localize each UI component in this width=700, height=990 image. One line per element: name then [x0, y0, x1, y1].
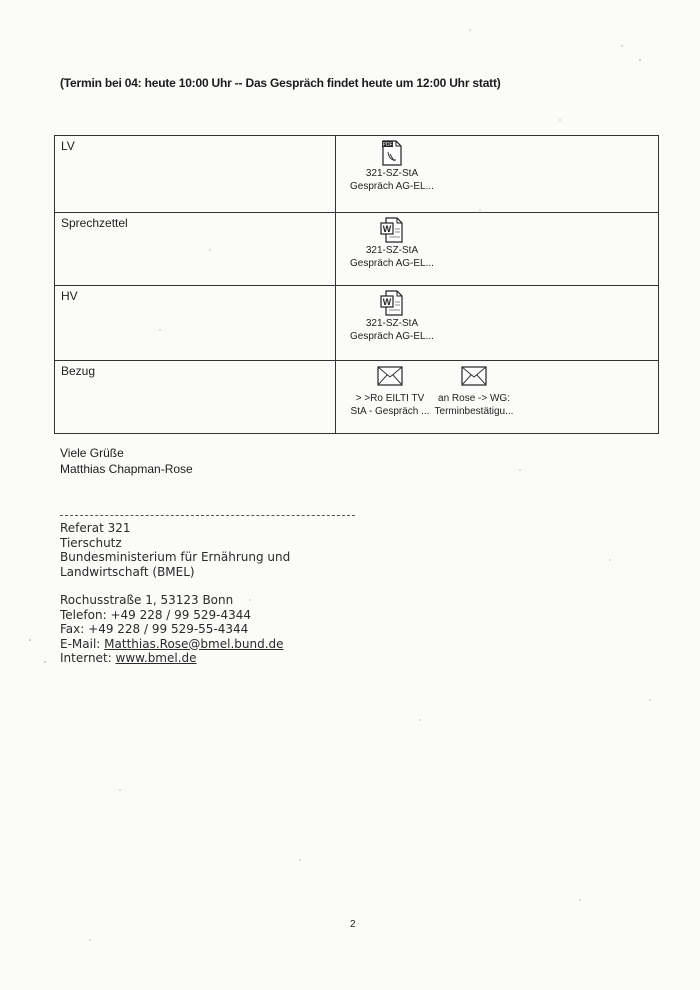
attachments-table [54, 135, 659, 434]
svg-text:PDF: PDF [382, 142, 393, 148]
sig-ministry-line1: Bundesministerium für Ernährung und [60, 550, 291, 564]
file-name-line2: Gespräch AG-EL... [350, 258, 434, 269]
greeting-line: Viele Grüße [60, 446, 124, 460]
internet-label: Internet: [60, 651, 112, 665]
website-link[interactable]: www.bmel.de [115, 651, 197, 665]
mail-name-line2: StA - Gespräch ... [350, 406, 430, 417]
fax-label: Fax: [60, 622, 85, 636]
sig-referat: Referat 321 [60, 521, 131, 535]
sig-fax-row [60, 622, 290, 637]
attachment-file-hv[interactable] [342, 290, 442, 343]
sig-email-row [60, 637, 290, 652]
attachment-file-lv[interactable] [342, 140, 442, 193]
email-icon [461, 366, 487, 386]
sig-phone-row [60, 608, 290, 623]
svg-text:W: W [382, 297, 392, 307]
sig-unit: Tierschutz [60, 535, 122, 550]
attachment-mail-1[interactable] [348, 361, 432, 418]
row-label: Sprechzettel [55, 213, 336, 286]
row-label: Bezug [55, 361, 336, 434]
pdf-file-icon [381, 140, 403, 166]
attachment-mail-2[interactable] [432, 361, 516, 418]
greeting-block [60, 445, 193, 477]
mail-name-line1: an Rose -> WG: [438, 393, 510, 404]
sig-address: Rochusstraße 1, 53123 Bonn [60, 593, 234, 607]
email-label: E-Mail: [60, 636, 101, 651]
page-number: 2 [350, 919, 356, 930]
file-name-line2: Gespräch AG-EL... [350, 181, 434, 192]
reference-mails [342, 361, 658, 418]
word-file-icon [380, 290, 404, 316]
table-row [55, 361, 659, 434]
phone-value: +49 228 / 99 529-4344 [110, 607, 252, 622]
mail-name-line1: > >Ro EILTI TV [355, 393, 425, 404]
sig-ministry-line2: Landwirtschaft (BMEL) [60, 564, 195, 579]
fax-value: +49 228 / 99 529-55-4344 [88, 622, 249, 636]
file-name-line1: 321-SZ-StA [365, 168, 419, 179]
signature-divider [60, 515, 355, 516]
attachment-file-sprechzettel[interactable] [342, 217, 442, 270]
email-link[interactable]: Matthias.Rose@bmel.bund.de [104, 636, 284, 651]
word-file-icon [380, 217, 404, 243]
table-row [55, 213, 659, 286]
email-icon [377, 366, 403, 386]
file-name-line1: 321-SZ-StA [365, 318, 419, 329]
file-name-line2: Gespräch AG-EL... [350, 331, 434, 342]
mail-name-line2: Terminbestätigu... [434, 406, 514, 417]
table-row [55, 136, 659, 213]
termin-note: (Termin bei 04: heute 10:00 Uhr -- Das Gespräch findet heute um 12:00 Uhr statt) [60, 76, 501, 90]
row-label: HV [55, 286, 336, 361]
file-name-line1: 321-SZ-StA [365, 245, 419, 256]
sig-internet-row [60, 651, 290, 666]
phone-label: Telefon: [60, 607, 107, 622]
signature-block [60, 521, 290, 666]
table-row [55, 286, 659, 361]
row-label: LV [55, 136, 336, 213]
svg-text:W: W [382, 224, 392, 234]
sender-name: Matthias Chapman-Rose [60, 462, 193, 476]
